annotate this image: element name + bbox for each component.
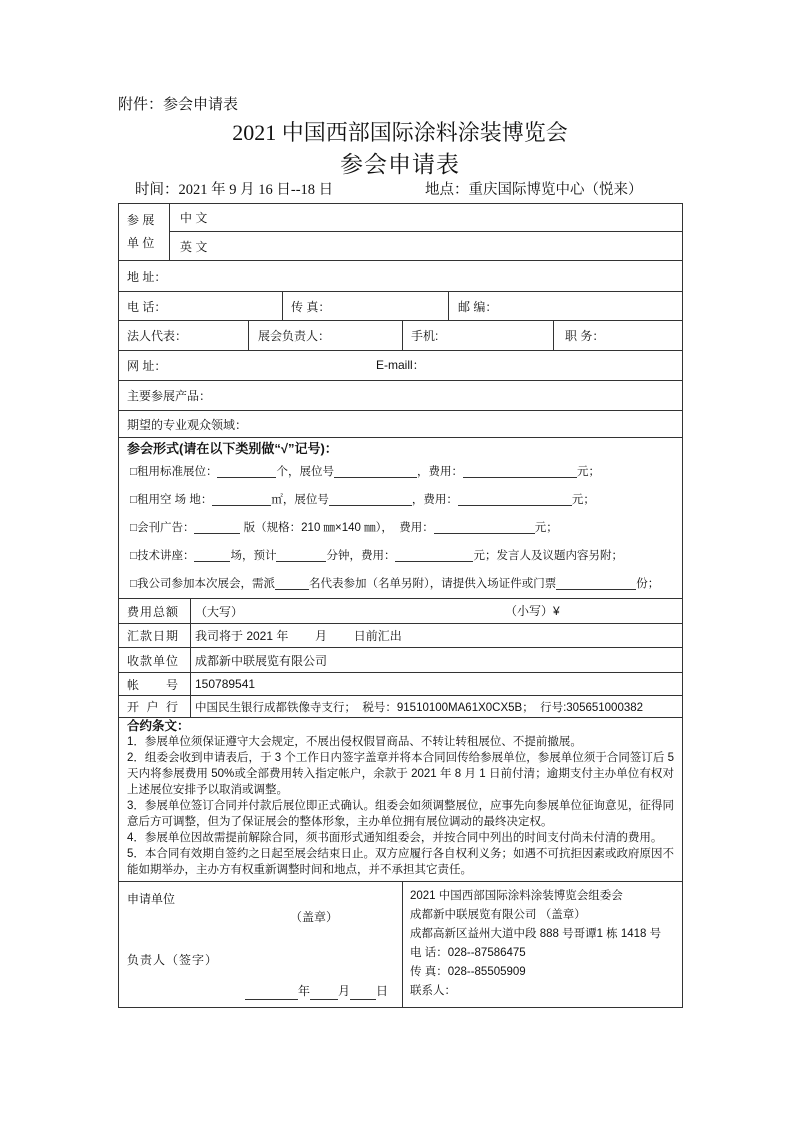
position-cell — [553, 321, 682, 350]
remit-date-text: 我司将于 2021 年 月 日前汇出 — [195, 629, 402, 643]
blank-line — [434, 514, 535, 534]
attachment-label: 附件：参会申请表 — [118, 97, 239, 113]
mobile-cell — [402, 321, 553, 350]
payee-label: 收款单位 — [127, 653, 178, 668]
email-label: E-maill： — [376, 358, 425, 372]
organizer-contact: 联系人： — [410, 985, 456, 997]
item-text: ，费用： — [416, 466, 463, 478]
applicant-seal-label: （盖章） — [290, 910, 339, 924]
phone-cell — [119, 292, 282, 320]
applicant-signature-cell — [119, 882, 402, 1007]
audience-label: 期望的专业观众领域： — [127, 417, 248, 432]
main-products-row — [119, 381, 682, 411]
contract-terms-section — [119, 718, 682, 882]
month-label: 月 — [338, 984, 351, 998]
exhibit-manager-label: 展会负责人： — [258, 329, 331, 343]
item-text: □技术讲座： — [130, 550, 195, 562]
blank-line — [458, 486, 572, 506]
responsible-person-label: 负责人（签字） — [127, 953, 219, 967]
day-label: 日 — [376, 984, 389, 998]
account-row — [119, 673, 682, 696]
event-location: 地点：重庆国际博览中心（悦来） — [425, 182, 643, 198]
remit-date-label: 汇款日期 — [127, 629, 178, 643]
organizer-fax: 传 真：028--85505909 — [410, 966, 526, 978]
exhibitor-row — [119, 204, 682, 261]
exhibitor-label-line2: 单 位 — [127, 236, 155, 250]
bank-label: 开 户 行 — [127, 700, 178, 714]
item-text: □租用空 场 地： — [130, 494, 213, 506]
organizer-info-cell — [402, 882, 682, 1007]
address-label: 地 址： — [127, 269, 167, 284]
main-products-cell — [119, 381, 682, 410]
bank-value-cell — [190, 696, 682, 717]
mobile-label: 手机: — [411, 329, 439, 343]
english-name-label: 英 文 — [180, 239, 208, 254]
blank-line — [212, 486, 271, 506]
remit-date-row — [119, 624, 682, 648]
blank-line — [329, 486, 412, 506]
organizer-phone: 电 话：028--87586475 — [410, 947, 526, 959]
chinese-name-label: 中 文 — [180, 211, 208, 225]
legal-rep-cell — [119, 321, 248, 350]
remit-date-value-cell — [190, 624, 682, 647]
day-blank — [350, 982, 376, 1000]
item-text: 场，预计 — [230, 550, 277, 562]
document-title: 2021 中国西部国际涂料涂装博览会 — [232, 120, 568, 145]
participation-item-catalog-ad — [119, 514, 682, 542]
item-text: 元； — [534, 522, 558, 534]
chinese-name-cell — [170, 204, 682, 232]
participation-title: 参会形式(请在以下类别做“√”记号)： — [127, 441, 338, 456]
contract-clause-1: 1．参展单位须保证遵守大会规定，不展出侵权假冒商品、不转让转租展位、不提前撤展。 — [127, 736, 582, 748]
address-cell — [119, 261, 682, 291]
year-blank — [245, 982, 298, 1000]
exhibitor-label-cell — [119, 204, 169, 260]
bank-label-cell — [119, 696, 190, 717]
exhibitor-label-line1: 参 展 — [127, 213, 155, 227]
bank-details: 中国民生银行成都铁像寺支行； 税号：91510100MA61X0CX5B； 行号:305651000382 — [195, 701, 644, 714]
blank-line — [334, 458, 417, 478]
account-label: 帐 号 — [127, 677, 178, 692]
website-cell — [119, 351, 682, 380]
blank-line — [275, 570, 309, 590]
position-label: 职 务： — [565, 329, 605, 343]
english-name-cell — [170, 232, 682, 260]
organizer-address: 成都高新区益州大道中段 888 号哥谭1 栋 1418 号 — [410, 928, 662, 940]
blank-line — [276, 542, 326, 562]
address-row — [119, 261, 682, 292]
total-fee-label-cell — [119, 599, 190, 623]
account-label-cell — [119, 673, 190, 695]
account-value-cell — [190, 673, 682, 695]
organizer-company-seal: 成都新中联展览有限公司 （盖章） — [410, 909, 586, 921]
event-time: 时间：2021 年 9 月 16 日--18 日 — [135, 182, 334, 198]
item-text: 元；发言人及议题内容另附； — [473, 550, 623, 562]
item-text: □我公司参加本次展会，需派 — [130, 578, 275, 590]
blank-line — [194, 542, 230, 562]
item-text: 元； — [576, 466, 600, 478]
participation-item-tech-seminar — [119, 542, 682, 570]
participation-item-representatives — [119, 570, 682, 598]
item-text: 名代表参加（名单另附），请提供入场证件或门票 — [308, 578, 557, 590]
total-fee-value-cell — [190, 599, 682, 623]
participation-section — [119, 438, 682, 599]
uppercase-amount-label: （大写） — [195, 604, 244, 619]
blank-line — [194, 514, 240, 534]
payee-label-cell — [119, 648, 190, 672]
bank-row — [119, 696, 682, 718]
exhibitor-name-cells — [169, 204, 682, 260]
document-subtitle: 参会申请表 — [340, 152, 460, 177]
item-text: 分钟，费用： — [326, 550, 396, 562]
payee-row — [119, 648, 682, 673]
payee-value-cell — [190, 648, 682, 672]
month-blank — [310, 982, 338, 1000]
contract-title: 合约条文： — [127, 719, 190, 733]
item-text: 版（规格：210 ㎜×140 ㎜）， 费用： — [240, 522, 434, 534]
total-fee-row — [119, 599, 682, 624]
legal-row — [119, 321, 682, 351]
website-label: 网 址： — [127, 359, 167, 373]
remit-date-label-cell — [119, 624, 190, 647]
item-text: 元； — [571, 494, 595, 506]
application-table — [118, 203, 683, 1008]
postcode-cell — [448, 292, 682, 320]
fax-label: 传 真： — [291, 299, 331, 314]
total-fee-label: 费用总额 — [127, 604, 178, 619]
item-text: □会刊广告： — [130, 522, 195, 534]
participation-item-raw-space — [119, 486, 682, 514]
contract-clause-3: 3．参展单位签订合同并付款后展位即正式确认。组委会如须调整展位，应事先向参展单位征询意见，征得同意后方可调整，但为了保证展会的整体形象，主办单位拥有展位调动的最终决定权。 — [127, 800, 674, 828]
applicant-label: 申请单位 — [127, 892, 176, 906]
item-text: 份； — [636, 578, 660, 590]
website-row — [119, 351, 682, 381]
main-products-label: 主要参展产品： — [127, 389, 212, 403]
contact-row — [119, 292, 682, 321]
postcode-label: 邮 编： — [458, 299, 498, 314]
phone-label: 电 话： — [127, 299, 167, 314]
audience-cell — [119, 411, 682, 437]
blank-line — [395, 542, 473, 562]
account-number: 150789541 — [195, 677, 256, 691]
contract-clause-5: 5．本合同有效期自签约之日起至展会结束日止。双方应履行各自权利义务；如遇不可抗拒因素或政府原因不能如期举办，主办方有权重新调整时间和地点，并不承担其它责任。 — [127, 848, 674, 876]
blank-line — [217, 458, 276, 478]
item-text: □租用标准展位： — [130, 466, 218, 478]
organizer-committee: 2021 中国西部国际涂料涂装博览会组委会 — [410, 890, 623, 902]
contract-clause-2: 2．组委会收到申请表后，于 3 个工作日内签字盖章并将本合同回传给参展单位，参展单位须于合同签订后 5 天内将参展费用 50%或全部费用转入指定帐户，余款于 2021 年 8 月 1 日前付清；逾期支付主办单位有权对上述展位安排予以取消或调整。 — [127, 752, 674, 796]
item-text: 个，展位号 — [276, 466, 334, 478]
lowercase-amount-label: （小写）¥ — [505, 604, 560, 618]
fax-cell — [282, 292, 448, 320]
contract-clause-4: 4．参展单位因故需提前解除合同，须书面形式通知组委会，并按合同中列出的时间支付尚未付清的费用。 — [127, 832, 663, 844]
year-label: 年 — [298, 984, 311, 998]
signature-row — [119, 882, 682, 1007]
audience-row — [119, 411, 682, 438]
exhibit-manager-cell — [248, 321, 402, 350]
payee-name: 成都新中联展览有限公司 — [195, 653, 328, 668]
item-text: ，费用： — [411, 494, 458, 506]
participation-item-standard-booth — [119, 458, 682, 486]
legal-rep-label: 法人代表： — [127, 329, 188, 343]
blank-line — [463, 458, 577, 478]
blank-line — [556, 570, 636, 590]
signature-date — [245, 982, 388, 1000]
item-text: ㎡，展位号 — [271, 494, 329, 506]
